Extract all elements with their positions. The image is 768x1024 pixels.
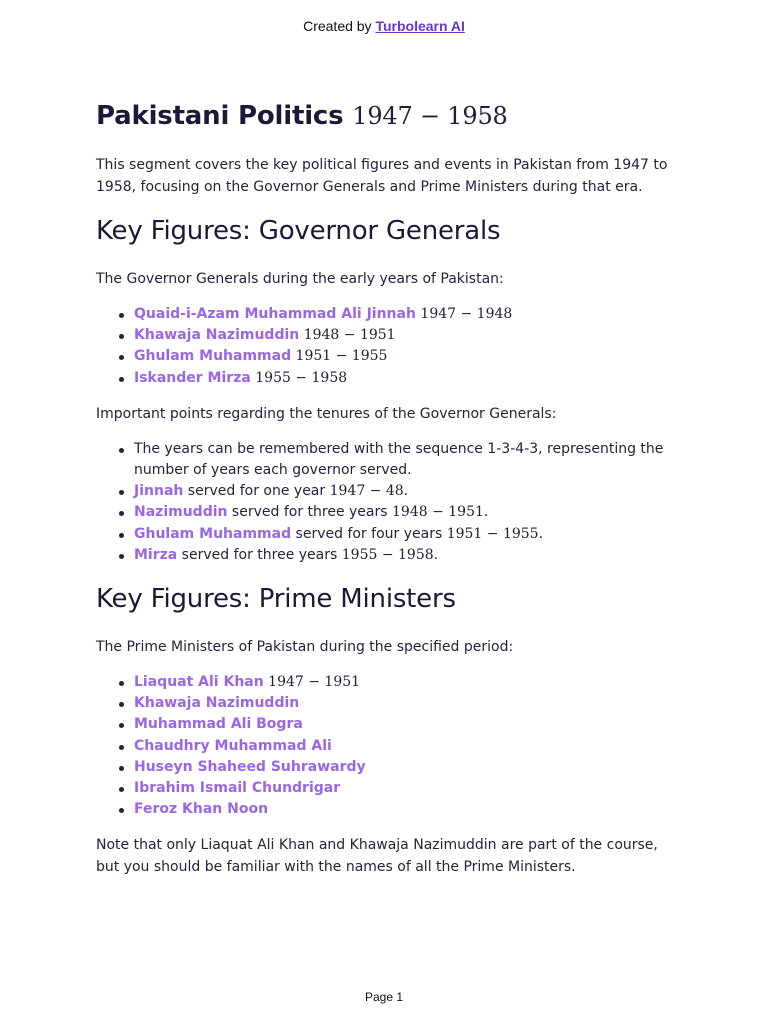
list-item xyxy=(96,693,676,714)
governor-name: Khawaja Nazimuddin xyxy=(134,327,300,344)
tenure-years: 1947 − 1951 xyxy=(268,674,361,691)
point-end: . xyxy=(403,483,409,500)
list-item xyxy=(96,346,676,367)
list-item xyxy=(96,672,676,693)
list-item xyxy=(96,481,676,502)
section-heading-prime-ministers: Key Figures: Prime Ministers xyxy=(96,584,456,615)
tenure-years: 1948 − 1951 xyxy=(392,504,484,521)
governor-name: Nazimuddin xyxy=(134,504,228,521)
governor-name: Quaid-i-Azam Muhammad Ali Jinnah xyxy=(134,306,416,322)
intro-paragraph: This segment covers the key political figures and events in Pakistan from 1947 to 1958, focusing on the Governor Generals and Prime Ministers during that era. xyxy=(96,157,668,195)
prime-minister-name: Ibrahim Ismail Chundrigar xyxy=(134,780,341,797)
tenure-points-list xyxy=(96,439,676,566)
list-item xyxy=(96,304,676,325)
governor-name: Jinnah xyxy=(134,483,184,500)
prime-minister-name: Feroz Khan Noon xyxy=(134,801,269,818)
list-item xyxy=(96,502,676,523)
point-text: served for three years xyxy=(177,546,342,563)
note-paragraph: Note that only Liaquat Ali Khan and Khawaja Nazimuddin are part of the course, but you should be familiar with the names of all the Prime Ministers. xyxy=(96,837,658,876)
tenure-years: 1955 − 1958 xyxy=(341,546,434,563)
list-item xyxy=(96,757,676,778)
page-title-text: Pakistani Politics xyxy=(96,101,353,131)
list-item xyxy=(96,736,676,757)
tenure-years: 1947 − 1948 xyxy=(420,306,513,322)
point-text: served for four years xyxy=(291,525,447,542)
point-text: served for one year xyxy=(183,483,330,500)
point-text: served for three years xyxy=(227,504,392,521)
point-end: . xyxy=(483,504,489,521)
governor-name: Iskander Mirza xyxy=(134,369,251,386)
prime-minister-name: Chaudhry Muhammad Ali xyxy=(134,737,332,754)
gg-points-lead: Important points regarding the tenures of the Governor Generals: xyxy=(96,405,557,422)
prime-minister-list xyxy=(96,672,676,820)
page-number: Page 1 xyxy=(364,990,404,1004)
list-item xyxy=(96,778,676,799)
governor-name: Mirza xyxy=(134,546,178,563)
list-item xyxy=(96,714,676,735)
governor-name: Ghulam Muhammad xyxy=(134,348,292,365)
section-heading-governor-generals: Key Figures: Governor Generals xyxy=(96,216,501,246)
list-item xyxy=(96,368,676,389)
list-item xyxy=(96,545,676,566)
tenure-years: 1951 − 1955 xyxy=(446,525,539,542)
document-body xyxy=(96,96,676,892)
pm-lead: The Prime Ministers of Pakistan during the specified period: xyxy=(96,639,514,656)
page-title xyxy=(96,96,676,136)
prime-minister-name: Liaquat Ali Khan xyxy=(134,674,264,691)
list-item xyxy=(96,325,676,346)
tenure-years: 1948 − 1951 xyxy=(303,327,396,344)
prime-minister-name: Huseyn Shaheed Suhrawardy xyxy=(134,758,366,775)
list-item: The years can be remembered with the sequence 1-3-4-3, representing the number of years each governor served. xyxy=(96,439,676,481)
governor-name: Ghulam Muhammad xyxy=(134,525,292,542)
page-title-years: 1947 − 1958 xyxy=(352,102,508,130)
tenure-years: 1951 − 1955 xyxy=(295,348,388,365)
point-end: . xyxy=(433,546,439,563)
prime-minister-name: Khawaja Nazimuddin xyxy=(134,695,300,712)
page-header xyxy=(0,18,768,34)
governor-general-list xyxy=(96,304,676,389)
turbolearn-link[interactable]: Turbolearn AI xyxy=(375,18,465,34)
tenure-years: 1947 − 48 xyxy=(329,483,404,500)
prime-minister-name: Muhammad Ali Bogra xyxy=(134,716,303,733)
created-by-label: Created by xyxy=(303,18,376,34)
gg-lead: The Governor Generals during the early years of Pakistan: xyxy=(96,271,504,287)
point-end: . xyxy=(538,525,544,542)
tenure-years: 1955 − 1958 xyxy=(255,369,348,386)
list-item xyxy=(96,524,676,545)
list-item xyxy=(96,799,676,820)
